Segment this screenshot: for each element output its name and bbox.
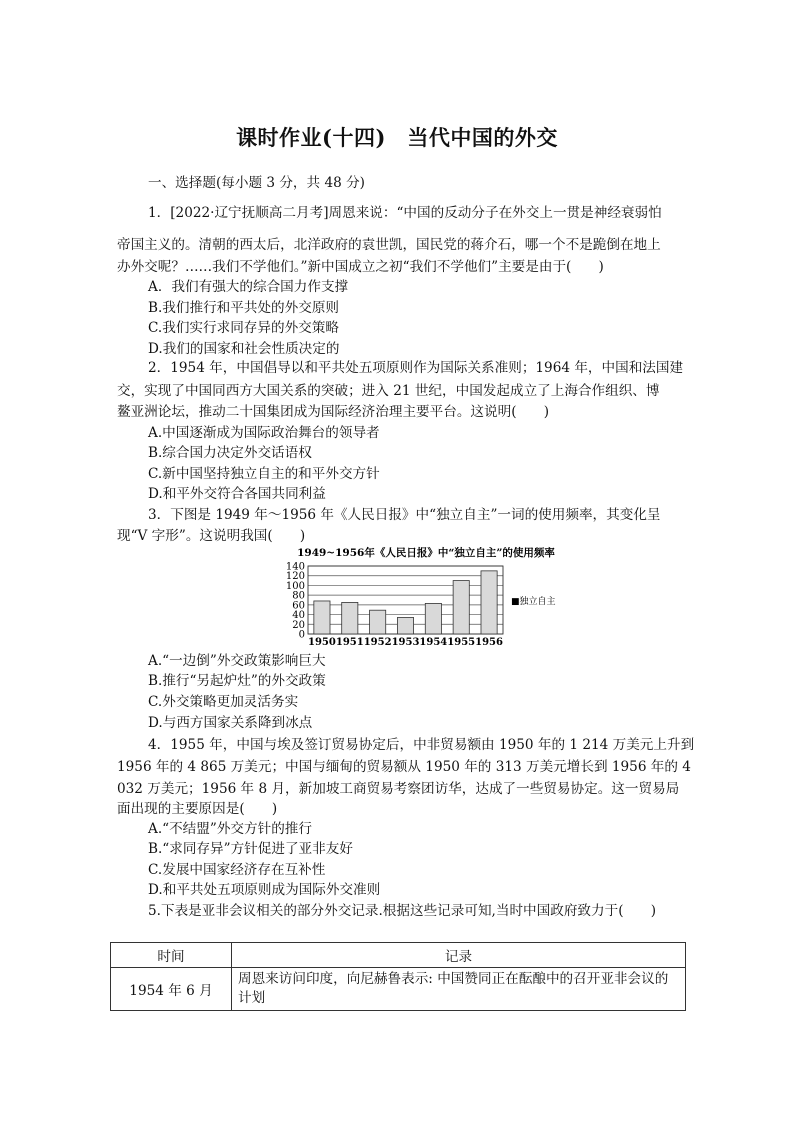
- question-1-line-1: 1．[2022·辽宁抚顺高二月考]周恩来说：“中国的反动分子在外交上一贯是神经衰弱怕: [148, 205, 662, 221]
- question-1-option-d: D.我们的国家和社会性质决定的: [148, 341, 340, 357]
- question-4-line-4: 面出现的主要原因是( ): [117, 801, 278, 817]
- bar: [370, 610, 386, 634]
- question-4-option-c: C.发展中国家经济存在互补性: [148, 862, 326, 878]
- table-cell-record: [232, 968, 686, 1011]
- legend-item: ■独立自主: [511, 597, 556, 607]
- x-tick-label: 1954: [419, 637, 448, 648]
- question-2-line-3: 鳌亚洲论坛，推动二十国集团成为国际经济治理主要平台。这说明( ): [117, 404, 550, 420]
- y-tick-label: 140: [285, 561, 305, 573]
- question-4-option-a: A.“不结盟”外交方针的推行: [148, 821, 312, 837]
- table-cell-time: 1954 年 6 月: [111, 968, 232, 1011]
- question-4-line-2: 1956 年的 4 865 万美元；中国与缅甸的贸易额从 1950 年的 313 万美元增长到 1956 年的 4: [117, 759, 691, 775]
- usage-frequency-bar-chart: [276, 546, 576, 650]
- question-1-line-3: 办外交呢？……我们不学他们。”新中国成立之初“我们不学他们”主要是由于( ): [117, 259, 604, 275]
- x-tick-label: 1953: [391, 637, 420, 648]
- table-header-row: [111, 943, 686, 968]
- table-cell-record-line-2: 计划: [238, 990, 266, 1006]
- chart-title: 1949~1956年《人民日报》中“独立自主”的使用频率: [297, 547, 555, 559]
- x-tick-label: 1950: [308, 637, 336, 648]
- bar: [453, 581, 469, 634]
- section-heading: 一、选择题(每小题 3 分，共 48 分): [148, 175, 365, 191]
- question-4-option-d: D.和平共处五项原则成为国际外交准则: [148, 882, 381, 898]
- bar: [397, 617, 413, 634]
- question-2-option-b: B.综合国力决定外交话语权: [148, 445, 312, 461]
- question-3-line-1: 3．下图是 1949 年～1956 年《人民日报》中“独立自主”一词的使用频率，其变化呈: [148, 507, 661, 523]
- x-tick-label: 1956: [475, 637, 503, 648]
- y-tick-label: 60: [292, 600, 305, 612]
- question-2-line-1: 2．1954 年，中国倡导以和平共处五项原则作为国际关系准则；1964 年，中国和法国建: [148, 360, 684, 376]
- question-2-option-d: D.和平外交符合各国共同利益: [148, 486, 326, 502]
- bar: [314, 601, 330, 634]
- x-tick-label: 1955: [447, 637, 476, 648]
- question-1-option-c: C.我们实行求同存异的外交策略: [148, 320, 339, 336]
- bar: [481, 571, 497, 634]
- y-tick-label: 120: [285, 571, 305, 583]
- page-title: 课时作业(十四) 当代中国的外交: [236, 125, 558, 150]
- question-2-line-2: 交，实现了中国同西方大国关系的突破；进入 21 世纪，中国发起成立了上海合作组织、博: [117, 383, 660, 399]
- bar: [425, 603, 441, 634]
- question-5-line-1: 5.下表是亚非会议相关的部分外交记录.根据这些记录可知,当时中国政府致力于( ): [148, 903, 656, 919]
- table-header-time: 时间: [111, 943, 232, 968]
- table-header-record: 记录: [232, 943, 686, 968]
- x-tick-label: 1952: [363, 637, 392, 648]
- question-1-option-b: B.我们推行和平共处的外交原则: [148, 300, 340, 316]
- bar: [342, 602, 358, 634]
- question-1-option-a: A．我们有强大的综合国力作支撑: [148, 279, 349, 295]
- question-3-option-a: A.“一边倒”外交政策影响巨大: [148, 653, 326, 669]
- records-table: [110, 942, 686, 1011]
- table-row: [111, 968, 686, 1011]
- question-4-option-b: B.“求同存异”方针促进了亚非友好: [148, 841, 353, 857]
- question-4-line-1: 4．1955 年，中国与埃及签订贸易协定后，中非贸易额由 1950 年的 1 214 万美元上升到: [148, 737, 695, 753]
- y-tick-label: 0: [298, 629, 305, 641]
- x-tick-label: 1951: [335, 637, 364, 648]
- question-3-option-c: C.外交策略更加灵活务实: [148, 694, 299, 710]
- y-tick-label: 20: [292, 619, 305, 631]
- y-tick-label: 40: [292, 610, 305, 622]
- question-1-line-2: 帝国主义的。清朝的西太后，北洋政府的袁世凯，国民党的蒋介石，哪一个不是跪倒在地上: [117, 237, 661, 253]
- question-4-line-3: 032 万美元；1956 年 8 月，新加坡工商贸易考察团访华，达成了一些贸易协定。这一贸易局: [117, 781, 680, 797]
- question-2-option-c: C.新中国坚持独立自主的和平外交方针: [148, 466, 380, 482]
- y-tick-label: 100: [285, 580, 305, 592]
- question-3-option-b: B.推行“另起炉灶”的外交政策: [148, 673, 326, 689]
- y-tick-label: 80: [292, 590, 305, 602]
- question-3-option-d: D.与西方国家关系降到冰点: [148, 715, 313, 731]
- question-2-option-a: A.中国逐渐成为国际政治舞台的领导者: [148, 425, 380, 441]
- question-3-line-2: 现“V 字形”。这说明我国( ): [117, 528, 306, 544]
- table-cell-record-line-1: 周恩来访问印度，向尼赫鲁表示: 中国赞同正在酝酿中的召开亚非会议的: [238, 971, 669, 987]
